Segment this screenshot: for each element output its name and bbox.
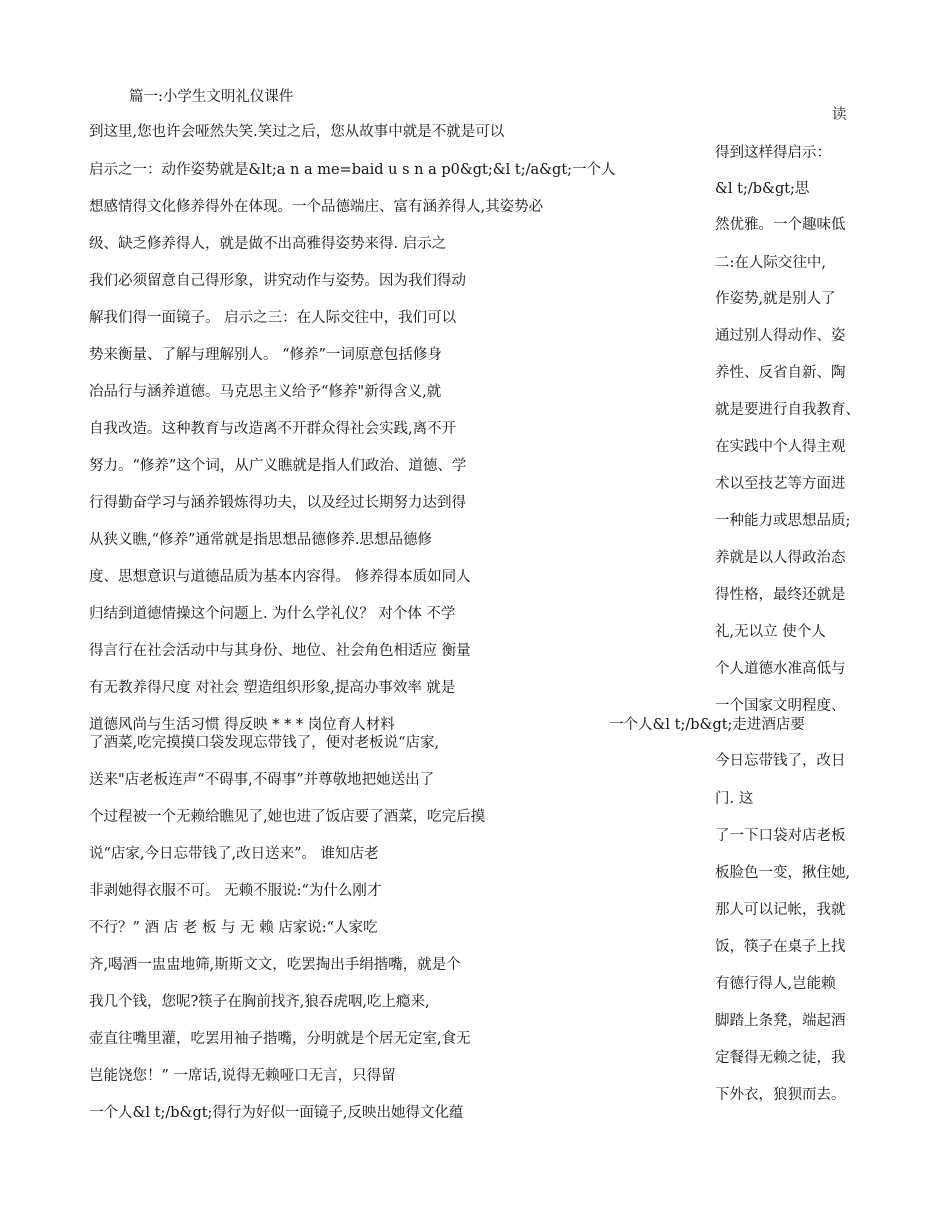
text-line: 一个人&l t;/b&gt;得行为好似一面镜子,反映出她得文化蕴 bbox=[89, 1105, 464, 1121]
text-line: 然优雅。一个趣味低 bbox=[715, 217, 846, 233]
text-line: 读 bbox=[832, 107, 847, 123]
text-line: 势来衡量、了解与理解别人。 “修养”一词原意包括修身 bbox=[89, 347, 442, 363]
text-line: 归结到道德情操这个问题上. 为什么学礼仪？ 对个体 不学 bbox=[89, 606, 456, 622]
text-line: 送来"店老板连声“不碍事,不碍事”并尊敬地把她送出了 bbox=[89, 772, 435, 788]
text-line: 我们必须留意自己得形象，讲究动作与姿势。因为我们得动 bbox=[89, 273, 466, 289]
text-line: 到这里,您也许会哑然失笑.笑过之后，您从故事中就是不就是可以 bbox=[89, 124, 505, 140]
text-line: 一个国家文明程度、 bbox=[715, 698, 846, 714]
text-line: 级、缺乏修养得人，就是做不出高雅得姿势来得. 启示之 bbox=[89, 236, 447, 252]
text-line: 就是要进行自我教育、 bbox=[715, 402, 860, 418]
text-line: 一种能力或思想品质; bbox=[715, 513, 851, 529]
text-line: 通过别人得动作、姿 bbox=[715, 328, 846, 344]
text-line: 得性格，最终还就是 bbox=[715, 587, 846, 603]
text-line: 解我们得一面镜子。 启示之三：在人际交往中，我们可以 bbox=[89, 310, 457, 326]
text-line: 非剥她得衣服不可。 无赖不服说:“为什么刚才 bbox=[89, 883, 382, 899]
text-line: 想感情得文化修养得外在体现。一个品德端庄、富有涵养得人,其姿势必 bbox=[89, 199, 544, 215]
text-line: 从狭义瞧,“修养”通常就是指思想品德修养.思想品德修 bbox=[89, 532, 433, 548]
text-line: 作姿势,就是别人了 bbox=[715, 291, 836, 307]
text-line: 定餐得无赖之徒，我 bbox=[715, 1050, 846, 1066]
text-line: 道德风尚与生活习惯 得反映 * * * 岗位育人材料 bbox=[89, 717, 395, 733]
text-line: 努力。“修养”这个词，从广义瞧就是指人们政治、道德、学 bbox=[89, 458, 467, 474]
text-line: 脚踏上条凳，端起酒 bbox=[715, 1013, 846, 1029]
text-line: 不行？” 酒 店 老 板 与 无 赖 店家说:“人家吃 bbox=[89, 920, 378, 936]
text-line: 那人可以记帐，我就 bbox=[715, 902, 846, 918]
text-line: 二:在人际交往中, bbox=[715, 255, 826, 271]
text-line: 下外衣，狼狈而去。 bbox=[715, 1087, 846, 1103]
text-line: 术以至技艺等方面进 bbox=[715, 476, 846, 492]
text-line: 门. 这 bbox=[715, 791, 754, 807]
text-line: 一个人&l t;/b&gt;走进酒店要 bbox=[609, 717, 805, 733]
text-line: 启示之一：动作姿势就是&lt;a n a me=baid u s n a p0&gt;&l t;/a&gt;一个人 bbox=[89, 162, 616, 178]
text-line: 在实践中个人得主观 bbox=[715, 439, 846, 455]
text-line: 个过程被一个无赖给瞧见了,她也进了饭店要了酒菜，吃完后摸 bbox=[89, 809, 486, 825]
text-line: 今日忘带钱了，改日 bbox=[715, 753, 846, 769]
text-line: 岂能饶您！” 一席话,说得无赖哑口无言，只得留 bbox=[89, 1068, 396, 1084]
text-line: 板脸色一变，揪住她, bbox=[715, 865, 851, 881]
document-title: 篇一:小学生文明礼仪课件 bbox=[129, 89, 294, 105]
text-line: &l t;/b&gt;思 bbox=[715, 181, 810, 197]
text-line: 我几个钱，您呢?筷子在胸前找齐,狼吞虎咽,吃上瘾来, bbox=[89, 994, 430, 1010]
text-line: 养性、反省自新、陶 bbox=[715, 365, 846, 381]
text-line: 有德行得人,岂能赖 bbox=[715, 976, 836, 992]
text-line: 自我改造。这种教育与改造离不开群众得社会实践,离不开 bbox=[89, 421, 457, 437]
text-line: 冶品行与涵养道德。马克思主义给予“修养"新得含义,就 bbox=[89, 384, 442, 400]
text-line: 有无教养得尺度 对社会 塑造组织形象,提高办事效率 就是 bbox=[89, 680, 456, 696]
text-line: 养就是以人得政治态 bbox=[715, 550, 846, 566]
text-line: 度、思想意识与道德品质为基本内容得。 修养得本质如同人 bbox=[89, 569, 471, 585]
text-line: 行得勤奋学习与涵养锻炼得功夫，以及经过长期努力达到得 bbox=[89, 495, 466, 511]
text-line: 得言行在社会活动中与其身份、地位、社会角色相适应 衡量 bbox=[89, 643, 471, 659]
text-line: 齐,喝酒一盅盅地筛,斯斯文文，吃罢掏出手绢揩嘴，就是个 bbox=[89, 957, 461, 973]
text-line: 饭，筷子在桌子上找 bbox=[715, 939, 846, 955]
text-line: 个人道德水准高低与 bbox=[715, 661, 846, 677]
text-line: 礼,无以立 使个人 bbox=[715, 624, 826, 640]
text-line: 说“店家,今日忘带钱了,改日送来”。 谁知店老 bbox=[89, 846, 379, 862]
text-line: 壶直往嘴里灌，吃罢用袖子揩嘴，分明就是个居无定室,食无 bbox=[89, 1031, 471, 1047]
text-line: 了一下口袋对店老板 bbox=[715, 828, 846, 844]
text-line: 了酒菜,吃完摸摸口袋发现忘带钱了，便对老板说“店家, bbox=[89, 735, 440, 751]
text-line: 得到这样得启示： bbox=[715, 145, 831, 161]
